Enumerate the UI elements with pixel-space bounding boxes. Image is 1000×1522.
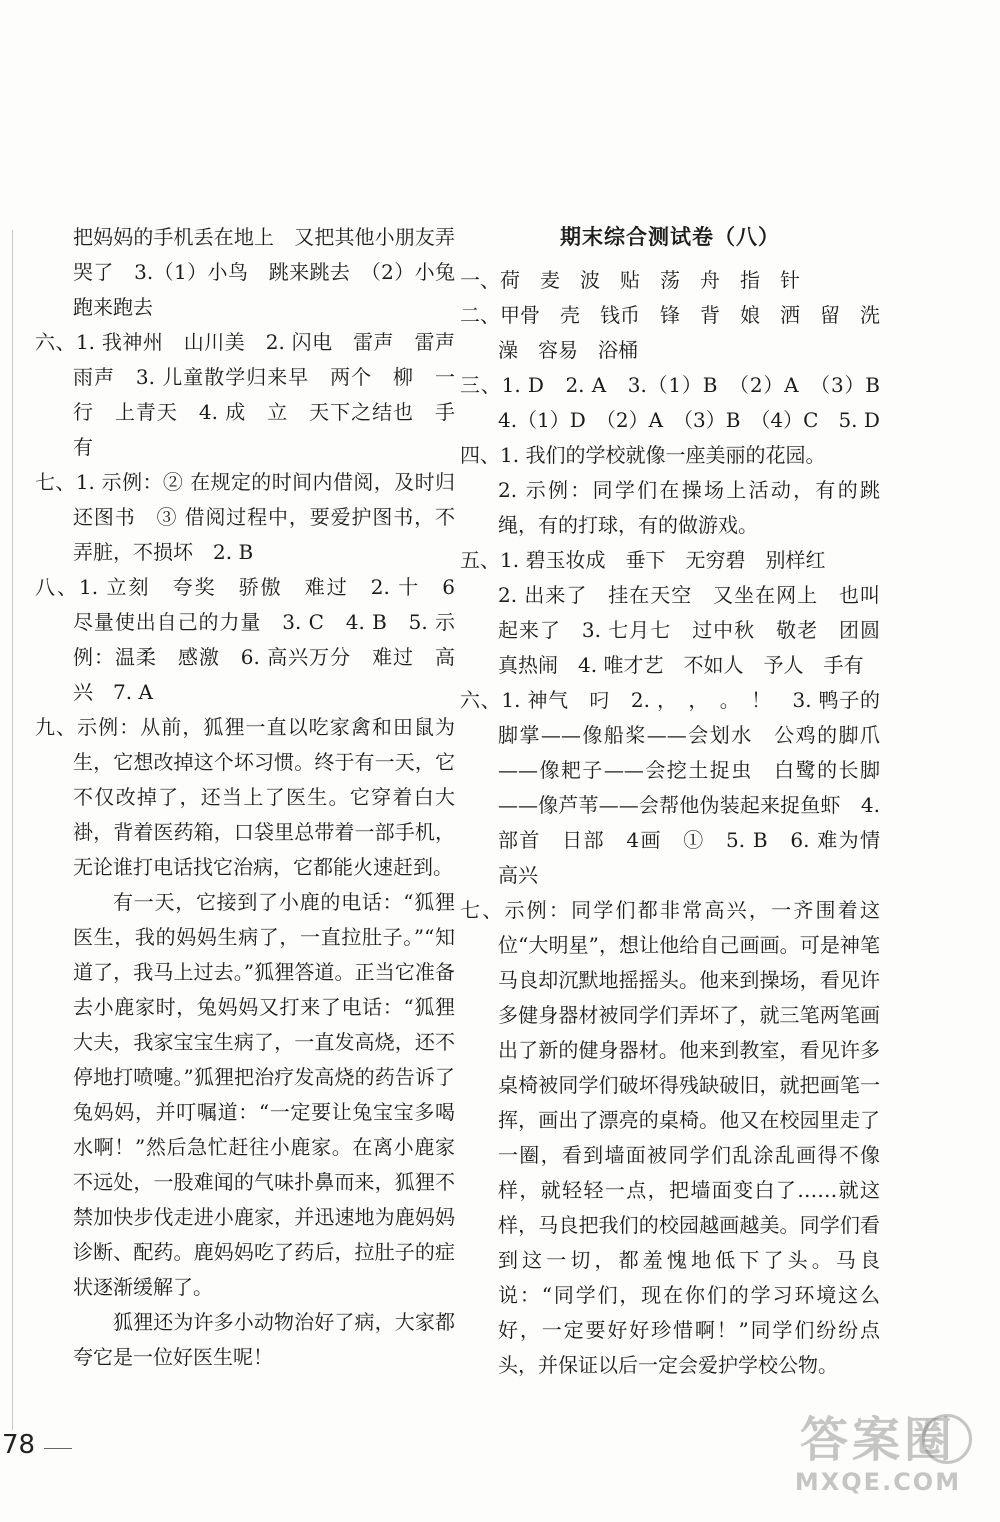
right-answer-paragraph: 2. 示例：同学们在操场上活动，有的跳绳，有的打球，有的做游戏。 [498,478,880,537]
left-answer-paragraph: 六、1. 我神州 山川美 2. 闪电 雷声 雷声 雨声 3. 儿童散学归来早 两个 柳 一行 上青天 4. 成 立 天下之结也 手有 [35,330,475,459]
left-answer-paragraph: 八、1. 立刻 夸奖 骄傲 难过 2. 十 6 尽量使出自己的力量 3. C 4. B 5. 示例：温柔 感激 6. 高兴万分 难过 高兴 7. A [35,575,475,704]
right-answer-paragraph: 一、荷 麦 波 贴 荡 舟 指 针 [460,268,800,292]
left-answer-paragraph: 有一天，它接到了小鹿的电话：“狐狸医生，我的妈妈生病了，一直拉肚子。”“知道了，我马上过去。”狐狸答道。正当它准备去小鹿家时，兔妈妈又打来了电话：“狐狸大夫，我家宝宝生病了，一直发高烧，还不停地打喷嚏。”狐狸把治疗发高烧的药告诉了兔妈妈，并叮嘱道：“一定要让兔宝宝多喝水啊！”然后急忙赶往小鹿家。在离小鹿家不远处，一股难闻的气味扑鼻而来，狐狸不禁加快步伐走进小鹿家，并迅速地为鹿妈妈诊断、配药。鹿妈妈吃了药后，拉肚子的症状逐渐缓解了。 [73,890,455,1299]
right-answer-paragraph: 七、示例：同学们都非常高兴，一齐围着这位“大明星”，想让他给自己画画。可是神笔马良却沉默地摇摇头。他来到操场，看见许多健身器材被同学们弄坏了，就三笔两笔画出了新的健身器材。他来到教室，看见许多桌椅被同学们破坏得残缺破旧，就把画笔一挥，画出了漂亮的桌椅。他又在校园里走了一圈，看到墙面被同学们乱涂乱画得不像样，就轻轻一点，把墙面变白了……就这样，马良把我们的校园越画越美。同学们看到这一切，都羞愧地低下了头。马良说：“同学们，现在你们的学习环境这么好，一定要好好珍惜啊！”同学们纷纷点头，并保证以后一定会爱护学校公物。 [460,898,880,1377]
page-number-dash [44,1448,72,1449]
left-answer-paragraph: 九、示例：从前，狐狸一直以吃家禽和田鼠为生，它想改掉这个坏习惯。终于有一天，它不仅改掉了，还当上了医生。它穿着白大褂，背着医药箱，口袋里总带着一部手机，无论谁打电话找它治病，它都能火速赶到。 [35,715,455,879]
right-column [460,220,900,1383]
watermark-ring-icon [922,1414,972,1464]
watermark-logo [778,1412,978,1508]
left-column [35,220,475,1375]
right-answer-paragraph: 五、1. 碧玉妆成 垂下 无穷碧 别样红 [460,548,826,572]
page-number: 78 [2,1430,36,1460]
right-answers [460,263,900,1383]
left-answer-paragraph: 把妈妈的手机丢在地上 又把其他小朋友弄哭了 3.（1）小鸟 跳来跳去 （2）小兔跑来跑去 [73,225,455,319]
watermark-main-text: 答案圈 [799,1412,956,1468]
right-answer-paragraph: 四、1. 我们的学校就像一座美丽的花园。 [460,443,826,467]
watermark-site-text: MXQE.COM [794,1468,962,1496]
right-answer-paragraph: 六、1. 神气 叼 2. ， ， 。 ！ 3. 鸭子的脚掌——像船桨——会划水 公鸡的脚爪——像耙子——会挖土捉虫 白鹭的长脚——像芦苇——会帮他伪装起来捉鱼虾 4. 部首 日部 4画 ① 5. B 6. 难为情 高兴 [460,688,900,887]
left-answer-paragraph: 狐狸还为许多小动物治好了病，大家都夸它是一位好医生呢！ [73,1310,455,1369]
left-margin-rule [12,230,13,1430]
right-answer-paragraph: 2. 出来了 挂在天空 又坐在网上 也叫起来了 3. 七月七 过中秋 敬老 团圆 真热闹 4. 唯才艺 不如人 予人 手有 [498,583,900,677]
right-answer-paragraph: 二、甲骨 壳 钱币 锋 背 娘 洒 留 洗澡 容易 浴桶 [460,303,880,362]
right-answer-paragraph: 三、1. D 2. A 3.（1）B （2）A （3）B 4.（1）D （2）A （3）B （4）C 5. D [460,373,900,432]
left-answer-paragraph: 七、1. 示例：② 在规定的时间内借阅，及时归还图书 ③ 借阅过程中，要爱护图书，不弄脏，不损坏 2. B [35,470,455,564]
section-title: 期末综合测试卷（八） [560,225,780,249]
